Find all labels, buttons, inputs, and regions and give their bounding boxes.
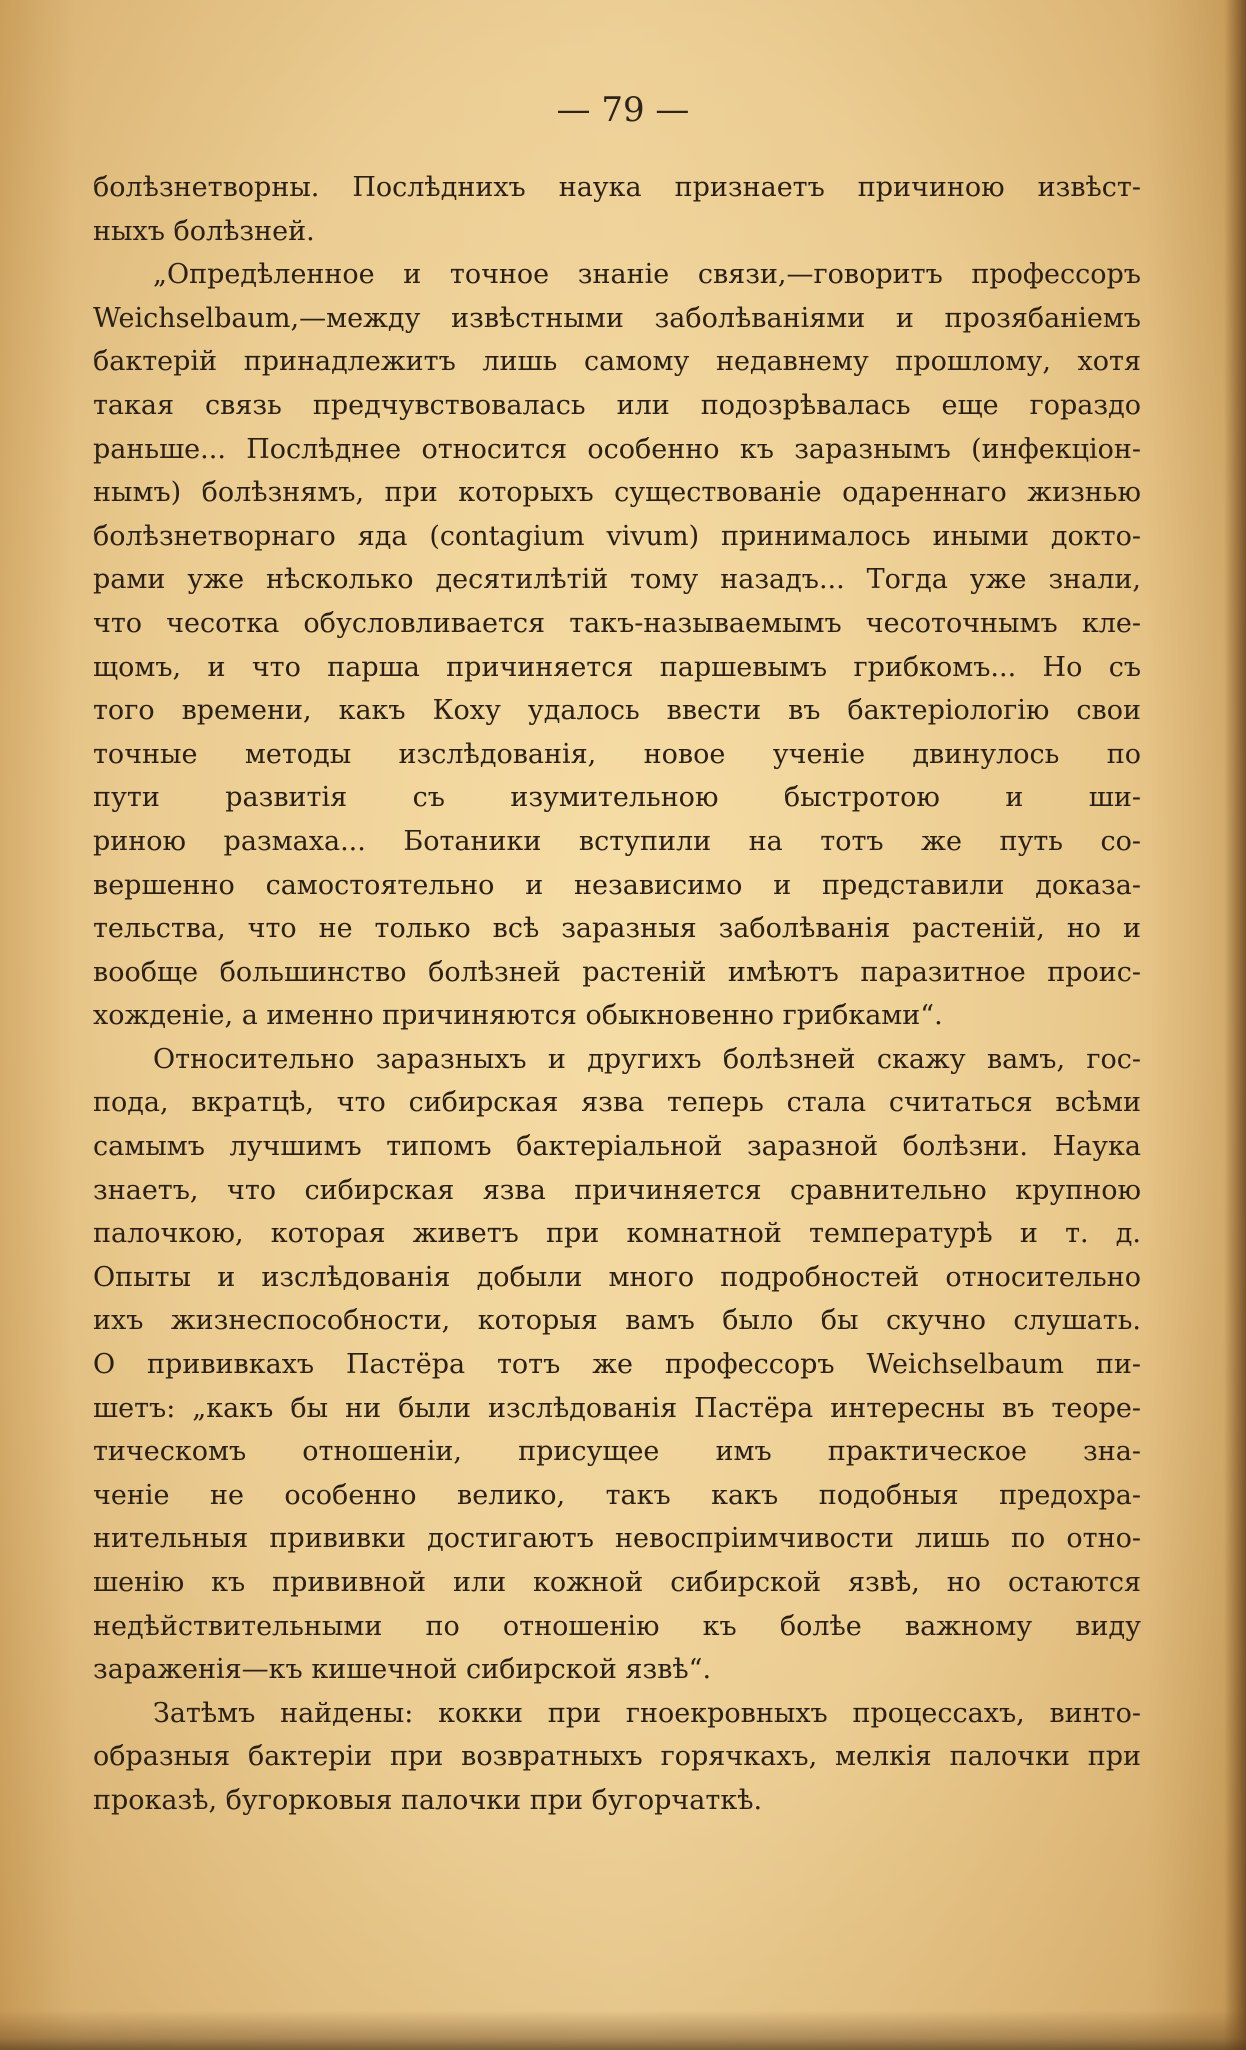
text-line: тическомъ отношеніи, присущее имъ практическое зна-	[93, 1436, 1141, 1468]
text-line: ченіе не особенно велико, такъ какъ подобныя предохра-	[93, 1479, 1141, 1511]
text-line: недѣйствительными по отношенію къ болѣе важному виду	[93, 1610, 1141, 1642]
text-line: шенію къ прививной или кожной сибирской язвѣ, но остаются	[93, 1567, 1141, 1598]
text-line: точные методы изслѣдованія, новое ученіе двинулось по	[93, 738, 1141, 770]
text-line: проказѣ, бугорковыя палочки при бугорчаткѣ.	[93, 1784, 763, 1816]
text-line: знаетъ, что сибирская язва причиняется сравнительно крупною	[93, 1174, 1141, 1206]
text-line: раньше... Послѣднее относится особенно къ заразнымъ (инфекціон-	[93, 433, 1141, 465]
text-line: вершенно самостоятельно и независимо и представили доказа-	[93, 869, 1141, 901]
text-line: О прививкахъ Пастёра тотъ же профессоръ Weichselbaum пи-	[93, 1349, 1141, 1381]
text-line: Относительно заразныхъ и другихъ болѣзней скажу вамъ, гос-	[153, 1043, 1141, 1075]
text-line: хожденіе, а именно причиняются обыкновенно грибками“.	[93, 1000, 943, 1032]
text-line: тельства, что не только всѣ заразныя заболѣванія растеній, но и	[93, 913, 1141, 945]
text-line: бактерій принадлежитъ лишь самому недавнему прошлому, хотя	[93, 346, 1141, 378]
page-edge-shadow-bottom	[0, 2010, 1246, 2050]
text-line: нительныя прививки достигаютъ невоспріимчивости лишь по отно-	[93, 1523, 1141, 1555]
text-line: пода, вкратцѣ, что сибирская язва теперь стала считаться всѣми	[93, 1087, 1141, 1119]
text-line: ихъ жизнеспособности, которыя вамъ было бы скучно слушать.	[93, 1305, 1141, 1337]
page-edge-shadow-right	[1224, 0, 1246, 2050]
text-line: зараженія—къ кишечной сибирской язвѣ“.	[93, 1654, 712, 1686]
text-line: что чесотка обусловливается такъ-называемымъ чесоточнымъ кле-	[93, 607, 1141, 639]
text-line: пути развитія съ изумительною быстротою и ши-	[93, 782, 1141, 814]
text-line: Weichselbaum,—между извѣстными заболѣваніями и прозябаніемъ	[93, 302, 1141, 334]
text-line: „Опредѣленное и точное знаніе связи,—говоритъ профессоръ	[153, 259, 1141, 291]
text-line: шетъ: „какъ бы ни были изслѣдованія Пастёра интересны въ теоре-	[93, 1392, 1141, 1424]
page-number: — 79 —	[556, 90, 690, 130]
text-line: болѣзнетворнаго яда (contagium vivum) принималось иными докто-	[93, 520, 1141, 552]
text-line: образныя бактеріи при возвратныхъ горячкахъ, мелкія палочки при	[93, 1741, 1141, 1773]
text-line: того времени, какъ Коху удалось ввести въ бактеріологію свои	[93, 695, 1141, 727]
body-text	[93, 166, 1141, 1823]
text-line: болѣзнетворны. Послѣднихъ наука признаетъ причиною извѣст-	[93, 172, 1141, 203]
text-line: вообще большинство болѣзней растеній имѣютъ паразитное проис-	[93, 956, 1141, 988]
text-line: Затѣмъ найдены: кокки при гноекровныхъ процессахъ, винто-	[153, 1697, 1141, 1729]
text-line: рами уже нѣсколько десятилѣтій тому назадъ... Тогда уже знали,	[93, 564, 1141, 596]
text-line: такая связь предчувствовалась или подозрѣвалась еще гораздо	[93, 389, 1141, 421]
text-line: самымъ лучшимъ типомъ бактеріальной заразной болѣзни. Наука	[93, 1131, 1141, 1163]
text-line: риною размаха... Ботаники вступили на тотъ же путь со-	[93, 825, 1141, 857]
text-line: щомъ, и что парша причиняется паршевымъ грибкомъ... Но съ	[93, 651, 1141, 683]
text-line: Опыты и изслѣдованія добыли много подробностей относительно	[93, 1261, 1141, 1293]
text-line: ныхъ болѣзней.	[93, 215, 315, 247]
text-line: нымъ) болѣзнямъ, при которыхъ существованіе одареннаго жизнью	[93, 477, 1141, 509]
text-line: палочкою, которая живетъ при комнатной температурѣ и т. д.	[93, 1218, 1141, 1250]
